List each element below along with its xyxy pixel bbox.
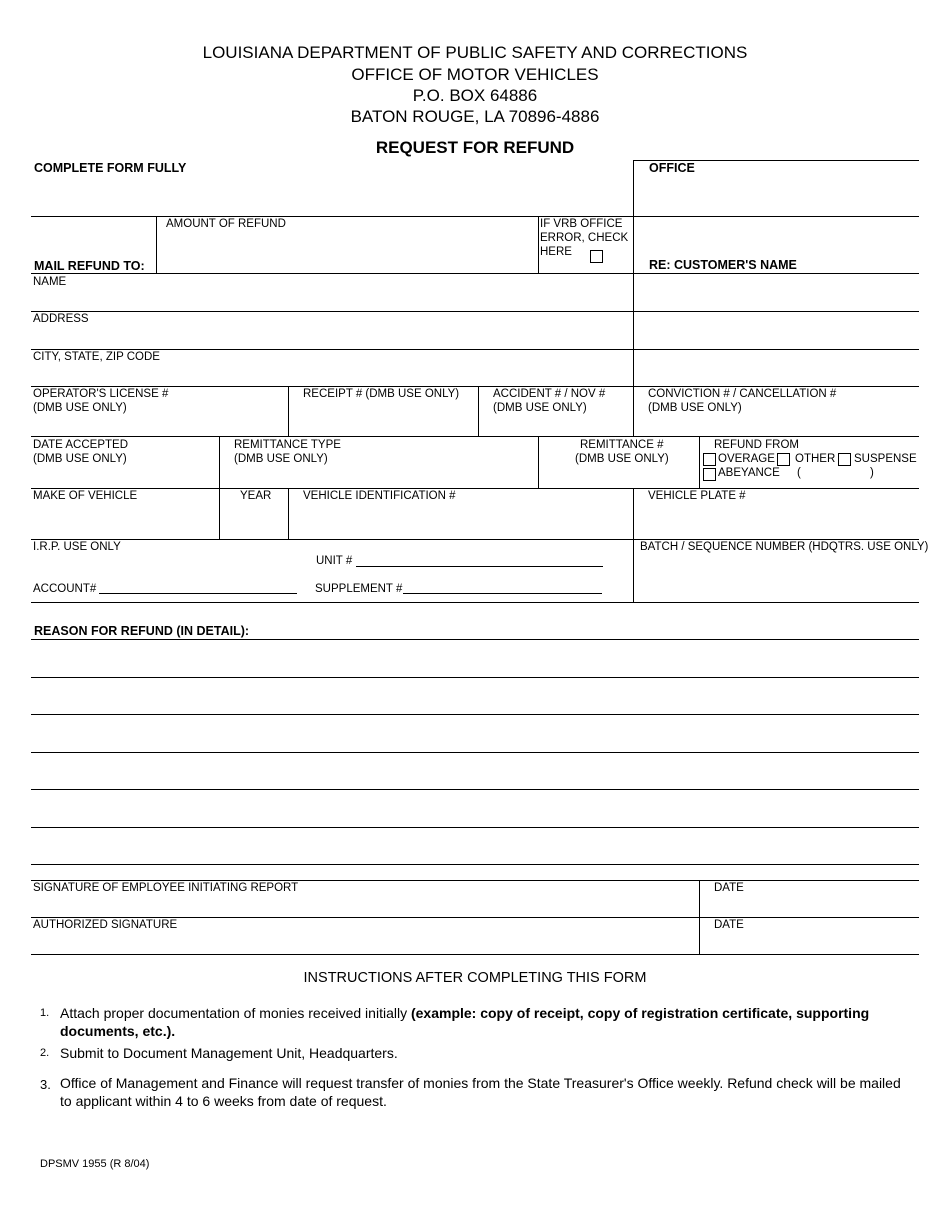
divider xyxy=(31,954,919,955)
form-number: DPSMV 1955 (R 8/04) xyxy=(40,1158,150,1170)
amount-of-refund-field[interactable]: AMOUNT OF REFUND xyxy=(166,218,286,230)
vrb-error-label: HERE xyxy=(540,246,572,258)
mail-refund-to-label: MAIL REFUND TO: xyxy=(34,259,145,273)
authorized-signature-field[interactable]: AUTHORIZED SIGNATURE xyxy=(33,919,178,931)
vrb-error-checkbox[interactable] xyxy=(590,250,603,263)
reason-line[interactable] xyxy=(31,752,919,753)
other-checkbox[interactable] xyxy=(777,453,790,466)
suspense-checkbox[interactable] xyxy=(838,453,851,466)
reason-line[interactable] xyxy=(31,677,919,678)
overage-checkbox[interactable] xyxy=(703,453,716,466)
irp-use-only-label: I.R.P. USE ONLY xyxy=(33,541,121,553)
reason-line[interactable] xyxy=(31,714,919,715)
dmb-use-only-note: (DMB USE ONLY) xyxy=(234,453,328,465)
remittance-type-field[interactable]: REMITTANCE TYPE xyxy=(234,439,341,451)
reason-line[interactable] xyxy=(31,789,919,790)
office-name: OFFICE OF MOTOR VEHICLES xyxy=(351,65,599,84)
customer-name-field[interactable]: RE: CUSTOMER'S NAME xyxy=(649,258,797,272)
abeyance-checkbox[interactable] xyxy=(703,468,716,481)
vrb-error-label: IF VRB OFFICE xyxy=(540,218,623,230)
vrb-error-label: ERROR, CHECK xyxy=(540,232,629,244)
instruction-number: 1. xyxy=(40,1007,50,1019)
instruction-example: (example: copy of receipt, copy of registration certificate, supporting documents, etc.). xyxy=(60,1005,870,1039)
unit-label: UNIT # xyxy=(316,555,353,567)
address-field[interactable]: ADDRESS xyxy=(33,313,89,325)
divider xyxy=(633,386,634,437)
abeyance-label: ABEYANCE xyxy=(718,467,780,479)
divider xyxy=(31,488,919,489)
vin-field[interactable]: VEHICLE IDENTIFICATION # xyxy=(303,490,456,502)
name-field[interactable]: NAME xyxy=(33,276,67,288)
reason-line[interactable] xyxy=(31,639,919,640)
instruction-number: 3. xyxy=(40,1077,51,1092)
authorized-signature-date-field[interactable]: DATE xyxy=(714,919,744,931)
agency-name: LOUISIANA DEPARTMENT OF PUBLIC SAFETY AND CORRECTIONS xyxy=(202,43,748,62)
suspense-label: SUSPENSE xyxy=(854,453,917,465)
office-field[interactable]: OFFICE xyxy=(649,161,695,175)
city-state-zip-field[interactable]: CITY, STATE, ZIP CODE xyxy=(33,351,160,363)
unit-input[interactable] xyxy=(356,566,603,567)
divider xyxy=(31,273,919,274)
divider xyxy=(538,436,539,488)
divider xyxy=(288,386,289,437)
divider xyxy=(31,602,919,603)
date-accepted-field[interactable]: DATE ACCEPTED xyxy=(33,439,128,451)
account-input[interactable] xyxy=(99,593,297,594)
reason-for-refund-label: REASON FOR REFUND (IN DETAIL): xyxy=(34,624,250,638)
divider xyxy=(31,349,919,350)
po-box: P.O. BOX 64886 xyxy=(412,86,538,105)
dmb-use-only-note: (DMB USE ONLY) xyxy=(493,402,587,414)
dmb-use-only-note: (DMB USE ONLY) xyxy=(648,402,742,414)
make-of-vehicle-field[interactable]: MAKE OF VEHICLE xyxy=(33,490,138,502)
dmb-use-only-note: (DMB USE ONLY) xyxy=(33,453,127,465)
receipt-field[interactable]: RECEIPT # (DMB USE ONLY) xyxy=(303,388,460,400)
instruction-number: 2. xyxy=(40,1047,50,1059)
supplement-label: SUPPLEMENT # xyxy=(315,583,403,595)
divider xyxy=(699,436,700,488)
accident-nov-field[interactable]: ACCIDENT # / NOV # xyxy=(493,388,606,400)
divider xyxy=(31,436,919,437)
divider xyxy=(478,386,479,437)
abeyance-paren-close: ) xyxy=(870,467,874,479)
divider xyxy=(538,216,539,274)
city-address: BATON ROUGE, LA 70896-4886 xyxy=(350,107,600,126)
dmb-use-only-note: (DMB USE ONLY) xyxy=(33,402,127,414)
refund-from-label: REFUND FROM xyxy=(714,439,799,451)
instruction-text: Attach proper documentation of monies received initially xyxy=(60,1005,411,1021)
conviction-cancellation-field[interactable]: CONVICTION # / CANCELLATION # xyxy=(648,388,837,400)
overage-label: OVERAGE xyxy=(718,453,775,465)
divider xyxy=(156,216,157,274)
instruction-item: Submit to Document Management Unit, Headquarters. xyxy=(60,1045,398,1061)
account-label: ACCOUNT# xyxy=(33,583,97,595)
year-field[interactable]: YEAR xyxy=(240,490,272,502)
supplement-input[interactable] xyxy=(403,593,602,594)
other-label: OTHER xyxy=(795,453,836,465)
batch-sequence-field[interactable]: BATCH / SEQUENCE NUMBER (HDQTRS. USE ONLY) xyxy=(640,541,929,553)
divider xyxy=(31,311,919,312)
vehicle-plate-field[interactable]: VEHICLE PLATE # xyxy=(648,490,746,502)
employee-signature-date-field[interactable]: DATE xyxy=(714,882,744,894)
instruction-item xyxy=(60,1004,910,1040)
form-title: REQUEST FOR REFUND xyxy=(375,138,575,157)
divider xyxy=(31,216,919,217)
divider xyxy=(633,488,634,602)
instructions-heading: INSTRUCTIONS AFTER COMPLETING THIS FORM xyxy=(303,970,647,986)
abeyance-paren-open: ( xyxy=(797,467,801,479)
operator-license-field[interactable]: OPERATOR'S LICENSE # xyxy=(33,388,169,400)
reason-line[interactable] xyxy=(31,864,919,865)
employee-signature-field[interactable]: SIGNATURE OF EMPLOYEE INITIATING REPORT xyxy=(33,882,299,894)
reason-line[interactable] xyxy=(31,827,919,828)
divider xyxy=(633,160,634,388)
remittance-number-field[interactable]: REMITTANCE # xyxy=(580,439,664,451)
dmb-use-only-note: (DMB USE ONLY) xyxy=(575,453,669,465)
complete-form-note: COMPLETE FORM FULLY xyxy=(34,161,187,175)
instruction-item: Office of Management and Finance will request transfer of monies from the State Treasurer's Office weekly. Refund check will be mailed to applicant within 4 to 6 weeks from date of request. xyxy=(60,1075,901,1109)
divider xyxy=(288,488,289,539)
